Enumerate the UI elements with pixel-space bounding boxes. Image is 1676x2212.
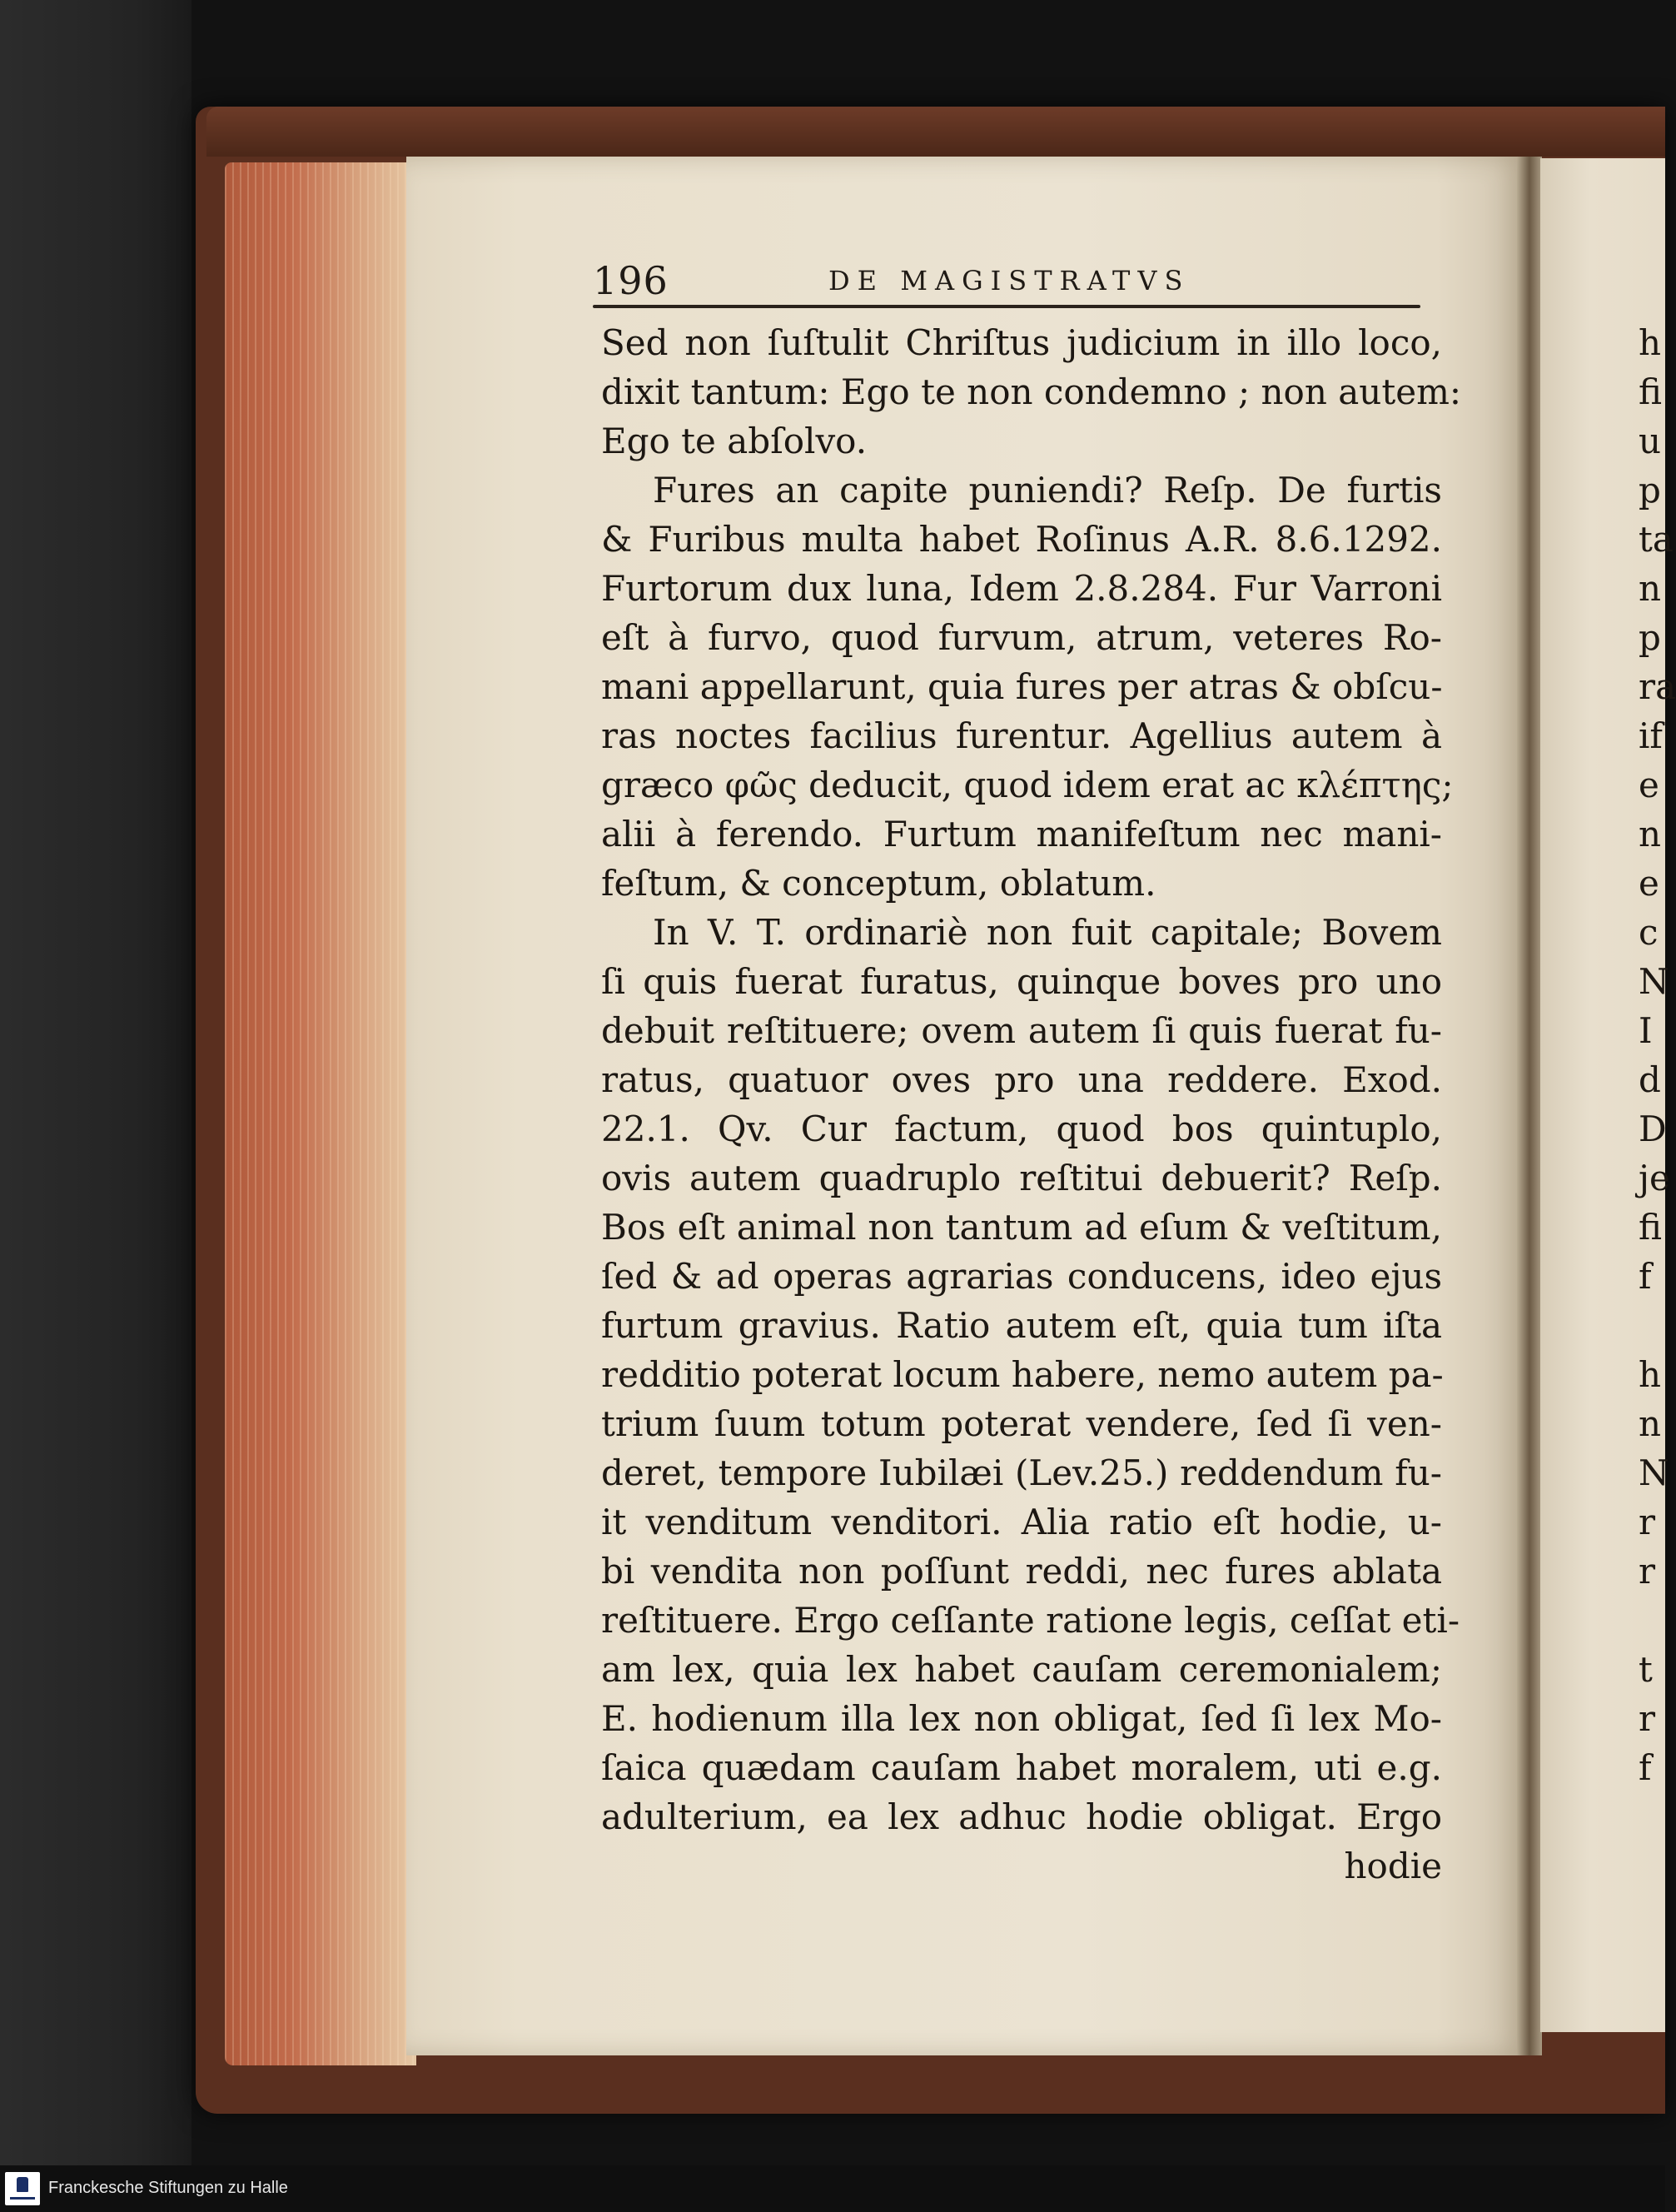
text-line: ratus, quatuor oves pro una reddere. Exod.	[601, 1059, 1442, 1100]
right-page-fragment: p	[1639, 470, 1661, 511]
text-line: alii à ferendo. Furtum manifeſtum nec mani-	[601, 814, 1442, 854]
right-page-fragment: ra	[1639, 666, 1676, 707]
right-page-fragment: fi	[1639, 371, 1663, 412]
right-page-fragment: I	[1639, 1010, 1653, 1051]
right-page-fragment	[1639, 1596, 1672, 1645]
viewer-footer	[0, 2165, 1665, 2212]
text-line: redditio poterat locum habere, nemo autem pa-	[601, 1354, 1444, 1395]
text-line: mani appellarunt, quia fures per atras & obſcu-	[601, 666, 1443, 707]
right-page-fragment: f	[1639, 1256, 1652, 1297]
text-line: ſi quis fuerat furatus, quinque boves pro uno	[601, 961, 1442, 1002]
text-line: ras noctes facilius furentur. Agellius autem à	[601, 715, 1442, 756]
right-page-fragment: f	[1639, 1747, 1652, 1788]
right-page-fragment: h	[1639, 322, 1662, 363]
page-edges	[225, 162, 416, 2065]
right-page-fragment: p	[1639, 617, 1661, 658]
right-page-fragment: fi	[1639, 1207, 1663, 1248]
right-page-fragment: je	[1639, 1158, 1670, 1198]
text-line: ſaica quædam cauſam habet moralem, uti e.g.	[601, 1747, 1442, 1788]
right-page-fragment: e	[1639, 863, 1659, 904]
right-page-fragment: N	[1639, 1452, 1669, 1493]
page-number: 196	[593, 258, 669, 303]
right-page-fragment: u	[1639, 421, 1662, 461]
text-line: eſt à furvo, quod furvum, atrum, veteres Ro-	[601, 617, 1442, 658]
book-headband	[206, 107, 1665, 157]
text-line: trium ſuum totum poterat vendere, ſed ſi ven-	[601, 1403, 1442, 1444]
right-page-fragment: r	[1639, 1698, 1656, 1739]
right-page-fragment: ta	[1639, 519, 1674, 560]
text-line: furtum gravius. Ratio autem eſt, quia tum iſta	[601, 1305, 1442, 1346]
text-line: ſed & ad operas agrarias conducens, ideo ejus	[601, 1256, 1442, 1297]
text-line: Bos eſt animal non tantum ad eſum & veſtitum,	[601, 1207, 1442, 1248]
right-page-fragment	[1639, 1301, 1672, 1350]
right-page-fragment: d	[1639, 1059, 1661, 1100]
text-line: it venditum venditori. Alia ratio eſt hodie, u-	[601, 1502, 1442, 1542]
book-gutter	[1517, 157, 1542, 2055]
text-line: reſtituere. Ergo ceſſante ratione legis, ceſſat eti-	[601, 1600, 1460, 1641]
page-text	[601, 318, 1462, 1891]
text-line: dixit tantum: Ego te non condemno ; non autem:	[601, 371, 1462, 412]
text-line: Furtorum dux luna, Idem 2.8.284. Fur Varroni	[601, 568, 1442, 609]
text-line: & Furibus multa habet Roſinus A.R. 8.6.1292.	[601, 519, 1442, 560]
text-line: 22.1. Qv. Cur factum, quod bos quintuplo,	[601, 1108, 1442, 1149]
text-line: Sed non ſuſtulit Chriſtus judicium in illo loco,	[601, 322, 1442, 363]
text-line: am lex, quia lex habet cauſam ceremonialem;	[601, 1649, 1442, 1690]
background-left	[0, 0, 191, 2165]
text-line: E. hodienum illa lex non obligat, ſed ſi lex Mo-	[601, 1698, 1442, 1739]
institution-name: Franckesche Stiftungen zu Halle	[48, 2179, 288, 2197]
text-line: deret, tempore Iubilæi (Lev.25.) reddendum fu-	[601, 1452, 1442, 1493]
right-page-fragment: c	[1639, 912, 1659, 953]
right-page-fragment: t	[1639, 1649, 1653, 1690]
text-line: græco φῶς deducit, quod idem erat ac κλέπτης;	[601, 765, 1454, 805]
text-line: hodie	[1344, 1846, 1442, 1886]
text-line: Fures an capite puniendi? Reſp. De furtis	[653, 470, 1442, 511]
text-line: bi vendita non poſſunt reddi, nec fures ablata	[601, 1551, 1442, 1592]
right-page-fragment: n	[1639, 568, 1662, 609]
header-rule	[593, 305, 1420, 308]
right-page-fragment: D	[1639, 1108, 1667, 1149]
running-head-title: DE MAGISTRATVS	[828, 265, 1191, 296]
right-page-fragment: e	[1639, 765, 1659, 805]
right-page-fragment: N	[1639, 961, 1669, 1002]
right-page-text-fragments	[1639, 318, 1676, 1792]
text-line: In V. T. ordinariè non fuit capitale; Bovem	[653, 912, 1442, 953]
text-line: feſtum, & conceptum, oblatum.	[601, 863, 1156, 904]
text-line: adulterium, ea lex adhuc hodie obligat. Ergo	[601, 1796, 1442, 1837]
running-head	[593, 258, 1442, 308]
right-page-fragment: if	[1639, 715, 1663, 756]
right-page-fragment: n	[1639, 1403, 1662, 1444]
right-page-fragment: h	[1639, 1354, 1662, 1395]
right-page-fragment: n	[1639, 814, 1662, 854]
text-line: Ego te abſolvo.	[601, 421, 868, 461]
right-page-fragment: r	[1639, 1551, 1656, 1592]
text-line: debuit reſtituere; ovem autem ſi quis fuerat fu-	[601, 1010, 1442, 1051]
right-page-fragment: r	[1639, 1502, 1656, 1542]
institution-logo-icon	[5, 2172, 40, 2205]
text-line: ovis autem quadruplo reſtitui debuerit? Reſp.	[601, 1158, 1442, 1198]
